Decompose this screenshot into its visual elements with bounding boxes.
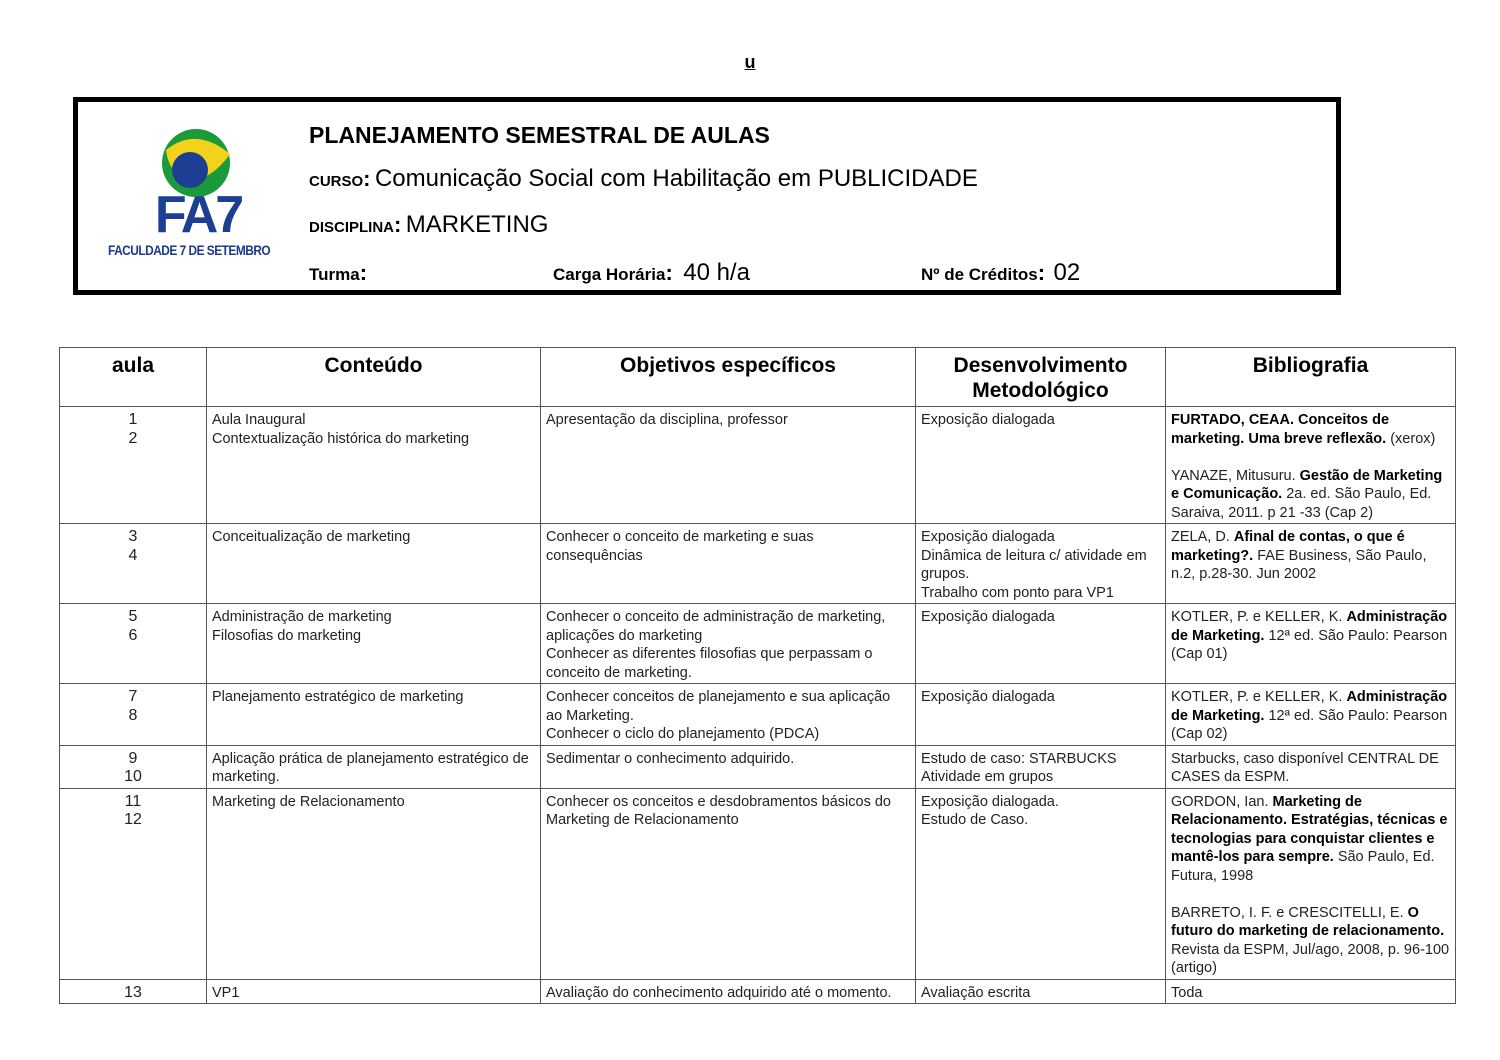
objetivos-cell xyxy=(541,788,916,979)
desenvolvimento-line: Exposição dialogada xyxy=(921,412,1055,428)
bib-details: 2a. ed. São Paulo, Ed. Saraiva, 2011. p 21 -33 (Cap 2) xyxy=(1171,486,1432,521)
bib-author: KOTLER, P. e KELLER, K. xyxy=(1171,609,1347,625)
objetivos-line: Conhecer os conceitos e desdobramentos básicos do Marketing de Relacionamento xyxy=(546,793,891,828)
bib-title: FURTADO, CEAA. Conceitos de marketing. Uma breve reflexão. xyxy=(1171,412,1390,447)
aula-cell xyxy=(60,788,207,979)
objetivos-line: Conhecer conceitos de planejamento e sua aplicação ao Marketing. xyxy=(546,689,891,724)
desenvolvimento-line: Avaliação escrita xyxy=(921,984,1031,1001)
conteudo-cell xyxy=(207,979,541,1004)
logo-blue-circle xyxy=(172,152,208,188)
desenvolvimento-cell xyxy=(916,788,1166,979)
desenvolvimento-line: Dinâmica de leitura c/ atividade em grupos. xyxy=(921,547,1147,582)
turma-line: Turma: xyxy=(309,260,368,285)
bib-author: YANAZE, Mitusuru. xyxy=(1171,467,1300,484)
creditos-value: 02 xyxy=(1053,259,1081,286)
desenvolvimento-line: Exposição dialogada. xyxy=(921,793,1059,810)
objetivos-line: Conhecer as diferentes filosofias que perpassam o conceito de marketing. xyxy=(546,646,873,681)
header-desenvolvimento: Desenvolvimento Metodológico xyxy=(916,348,1166,407)
bib-details: FAE Business, São Paulo, n.2, p.28-30. Jun 2002 xyxy=(1171,547,1427,582)
aula-number: 4 xyxy=(128,546,138,564)
desenvolvimento-line: Estudo de Caso. xyxy=(921,812,1029,828)
bib-entry xyxy=(1171,411,1450,448)
bib-title: Administração de Marketing. xyxy=(1171,689,1448,724)
page-mark: u xyxy=(744,52,756,72)
aula-cell xyxy=(60,684,207,746)
objetivos-line: Conhecer o conceito de marketing e suas consequências xyxy=(546,529,814,564)
objetivos-line: Avaliação do conhecimento adquirido até o momento. xyxy=(546,984,892,1001)
bib-details: (xerox) xyxy=(1386,430,1436,447)
bibliografia-cell xyxy=(1166,604,1456,684)
bib-entry xyxy=(1171,984,1450,1003)
fa7-logo-graphic xyxy=(108,118,288,243)
bib-author: GORDON, Ian. xyxy=(1171,793,1273,810)
desenvolvimento-cell xyxy=(916,407,1166,524)
bib-entry xyxy=(1171,688,1450,744)
bib-title: Administração de Marketing. xyxy=(1171,609,1448,644)
aula-cell xyxy=(60,524,207,604)
bib-author: Toda xyxy=(1171,984,1203,1001)
aula-number: 13 xyxy=(124,983,142,1001)
conteudo-line: Filosofias do marketing xyxy=(212,627,362,644)
desenvolvimento-line: Exposição dialogada xyxy=(921,609,1055,625)
bib-author: ZELA, D. xyxy=(1171,529,1234,545)
lesson-plan-table xyxy=(59,347,1456,1004)
bib-entry xyxy=(1171,904,1450,978)
conteudo-line: Aplicação prática de planejamento estratégico de marketing. xyxy=(212,750,529,785)
conteudo-cell xyxy=(207,788,541,979)
bib-title: O futuro do marketing de relacionamento. xyxy=(1171,904,1445,939)
disciplina-line: DISCIPLINA: MARKETING xyxy=(309,211,549,238)
conteudo-line: VP1 xyxy=(212,984,240,1001)
desenvolvimento-cell xyxy=(916,684,1166,746)
table-row xyxy=(60,979,1456,1004)
desenvolvimento-cell xyxy=(916,524,1166,604)
conteudo-cell xyxy=(207,524,541,604)
bibliografia-cell xyxy=(1166,788,1456,979)
curso-label: CURSO xyxy=(309,173,364,190)
conteudo-line: Aula Inaugural xyxy=(212,412,306,428)
objetivos-line: Conhecer o conceito de administração de marketing, aplicações do marketing xyxy=(546,609,886,644)
page-title: PLANEJAMENTO SEMESTRAL DE AULAS xyxy=(309,122,770,148)
bibliografia-cell xyxy=(1166,979,1456,1004)
aula-cell xyxy=(60,604,207,684)
logo-caption: FACULDADE 7 DE SETEMBRO xyxy=(108,242,271,258)
objetivos-cell xyxy=(541,979,916,1004)
aula-number: 8 xyxy=(128,706,138,724)
desenvolvimento-line: Exposição dialogada xyxy=(921,689,1055,705)
conteudo-line: Marketing de Relacionamento xyxy=(212,793,405,810)
objetivos-line: Conhecer o ciclo do planejamento (PDCA) xyxy=(546,726,820,742)
desenvolvimento-cell xyxy=(916,979,1166,1004)
conteudo-line: Planejamento estratégico de marketing xyxy=(212,689,464,705)
table-header-row xyxy=(60,348,1456,407)
conteudo-cell xyxy=(207,745,541,788)
bibliografia-cell xyxy=(1166,407,1456,524)
table-row xyxy=(60,604,1456,684)
bib-entry xyxy=(1171,793,1450,886)
desenvolvimento-line: Exposição dialogada xyxy=(921,529,1055,545)
table-row xyxy=(60,407,1456,524)
objetivos-cell xyxy=(541,604,916,684)
table-row xyxy=(60,524,1456,604)
header-objetivos: Objetivos específicos xyxy=(541,348,916,407)
conteudo-cell xyxy=(207,604,541,684)
objetivos-cell xyxy=(541,407,916,524)
aula-number: 7 xyxy=(128,688,138,705)
aula-number: 1 xyxy=(128,411,138,428)
turma-label: Turma xyxy=(309,265,360,284)
objetivos-cell xyxy=(541,524,916,604)
aula-cell xyxy=(60,407,207,524)
bib-spacer xyxy=(1171,885,1450,904)
bib-author: Starbucks, caso disponível CENTRAL DE CASES da ESPM. xyxy=(1171,750,1439,785)
creditos-line: Nº de Créditos: 02 xyxy=(921,259,1081,286)
carga-line: Carga Horária: 40 h/a xyxy=(553,259,750,286)
aula-number: 3 xyxy=(128,528,138,545)
aula-number: 2 xyxy=(128,429,138,447)
bib-title: Marketing de Relacionamento. Estratégias, técnicas e tecnologias para conquistar clientes e mantê-los para sempre. xyxy=(1171,793,1448,865)
bib-title: Gestão de Marketing e Comunicação. xyxy=(1171,467,1443,502)
aula-number: 6 xyxy=(128,626,138,644)
bib-entry xyxy=(1171,528,1450,584)
carga-value: 40 h/a xyxy=(683,259,750,286)
bibliografia-cell xyxy=(1166,524,1456,604)
aula-number: 9 xyxy=(128,749,138,767)
conteudo-line: Contextualização histórica do marketing xyxy=(212,430,470,447)
bib-spacer xyxy=(1171,448,1450,467)
header-aula: aula xyxy=(60,348,207,407)
desenvolvimento-cell xyxy=(916,745,1166,788)
aula-number: 5 xyxy=(128,608,138,625)
aula-number: 10 xyxy=(124,768,142,785)
table-row xyxy=(60,684,1456,746)
aula-number: 11 xyxy=(124,792,142,810)
bib-entry xyxy=(1171,467,1450,523)
logo-text: FA7 xyxy=(154,186,242,243)
objetivos-cell xyxy=(541,684,916,746)
conteudo-line: Conceitualização de marketing xyxy=(212,529,411,545)
aula-number: 12 xyxy=(124,811,142,828)
curso-line: CURSO: Comunicação Social com Habilitação em PUBLICIDADE xyxy=(309,165,978,192)
curso-value: Comunicação Social com Habilitação em PUBLICIDADE xyxy=(374,165,978,192)
bib-details: 12ª ed. São Paulo: Pearson (Cap 02) xyxy=(1171,707,1448,742)
table-row xyxy=(60,788,1456,979)
bib-entry xyxy=(1171,608,1450,664)
bib-author: BARRETO, I. F. e CRESCITELLI, E. xyxy=(1171,904,1408,921)
desenvolvimento-cell xyxy=(916,604,1166,684)
objetivos-cell xyxy=(541,745,916,788)
desenvolvimento-line: Atividade em grupos xyxy=(921,769,1054,785)
bib-details: Revista da ESPM, Jul/ago, 2008, p. 96-100 (artigo) xyxy=(1171,941,1450,976)
fa7-logo xyxy=(108,118,288,263)
desenvolvimento-line: Estudo de caso: STARBUCKS xyxy=(921,750,1117,767)
disciplina-label: DISCIPLINA xyxy=(309,219,395,236)
bib-details: 12ª ed. São Paulo: Pearson (Cap 01) xyxy=(1171,627,1448,662)
aula-cell xyxy=(60,745,207,788)
bib-author: KOTLER, P. e KELLER, K. xyxy=(1171,689,1347,705)
bib-details: São Paulo, Ed. Futura, 1998 xyxy=(1171,849,1435,884)
bibliografia-cell xyxy=(1166,745,1456,788)
header-bibliografia: Bibliografia xyxy=(1166,348,1456,407)
course-header xyxy=(73,97,1341,295)
conteudo-line: Administração de marketing xyxy=(212,609,392,625)
aula-cell xyxy=(60,979,207,1004)
bib-title: Afinal de contas, o que é marketing?. xyxy=(1171,529,1405,564)
disciplina-value: MARKETING xyxy=(405,211,549,238)
conteudo-cell xyxy=(207,684,541,746)
bibliografia-cell xyxy=(1166,684,1456,746)
bib-entry xyxy=(1171,750,1450,787)
conteudo-cell xyxy=(207,407,541,524)
desenvolvimento-line: Trabalho com ponto para VP1 xyxy=(921,584,1114,601)
table-row xyxy=(60,745,1456,788)
creditos-label: Nº de Créditos xyxy=(921,265,1038,284)
header-conteudo: Conteúdo xyxy=(207,348,541,407)
objetivos-line: Apresentação da disciplina, professor xyxy=(546,412,788,428)
objetivos-line: Sedimentar o conhecimento adquirido. xyxy=(546,750,795,767)
carga-label: Carga Horária xyxy=(553,265,666,284)
